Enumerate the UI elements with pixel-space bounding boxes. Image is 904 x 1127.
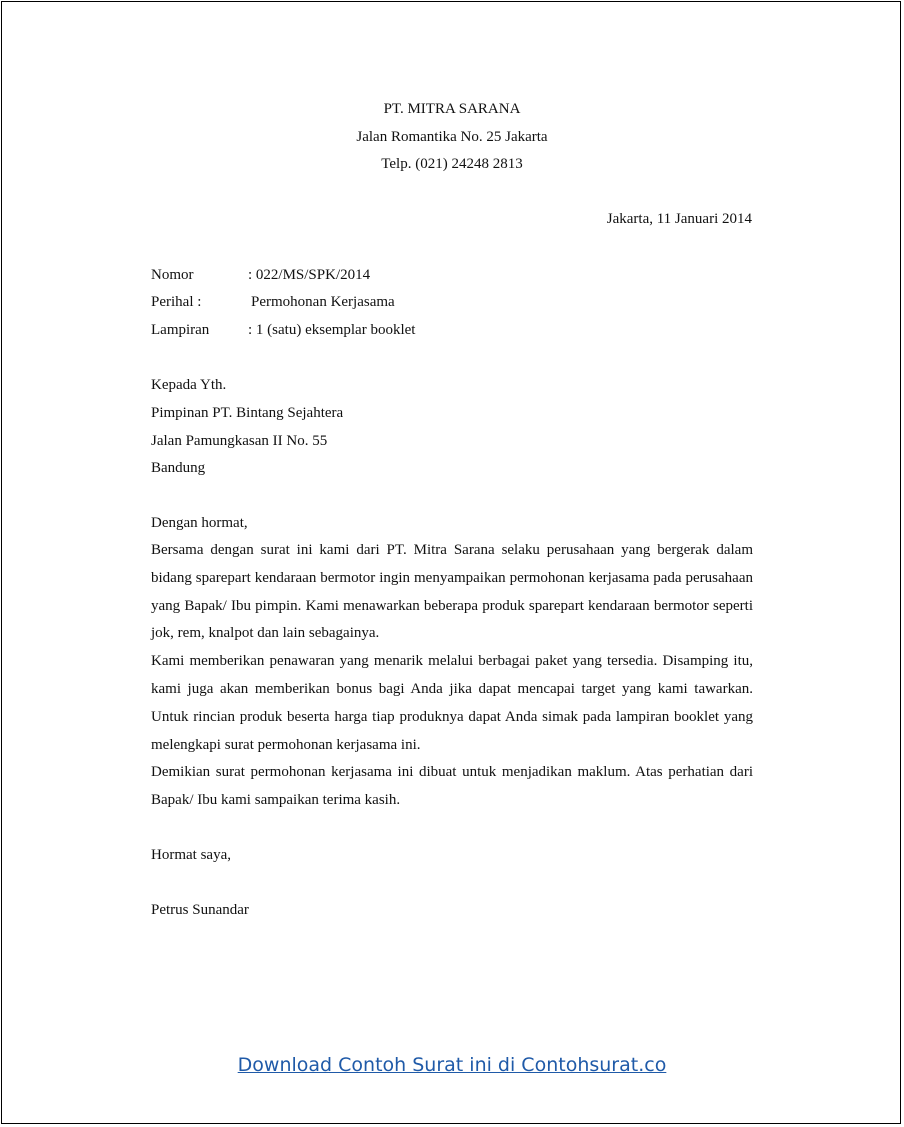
recipient-line-2: Pimpinan PT. Bintang Sejahtera [151,405,344,421]
perihal-value: Permohonan Kerjasama [251,294,395,310]
recipient-line-3: Jalan Pamungkasan II No. 55 [151,433,328,449]
salutation: Dengan hormat, [151,515,248,531]
signer-name: Petrus Sunandar [151,902,249,918]
letter-date: Jakarta, 11 Januari 2014 [606,211,752,227]
download-link[interactable]: Download Contoh Surat ini di Contohsurat.co [237,1054,667,1076]
body-paragraph-2: Kami memberikan penawaran yang menarik melalui berbagai paket yang tersedia. Disamping itu, kami juga akan memberikan bonus bagi Anda jika dapat mencapai target yang kami tawarkan. Untuk rincian produk beserta harga tiap produknya dapat Anda simak pada lampiran booklet yang melengkapi surat permohonan kerjasama ini. [151,653,753,753]
perihal-label: Perihal : [151,294,202,310]
letter-page [1,1,901,1124]
letter-body [151,537,753,815]
recipient-line-4: Bandung [151,460,206,476]
company-address: Jalan Romantika No. 25 Jakarta [356,129,548,145]
lampiran-label: Lampiran [151,322,210,338]
recipient-line-1: Kepada Yth. [151,377,227,393]
nomor-value: : 022/MS/SPK/2014 [248,267,371,283]
company-phone: Telp. (021) 24248 2813 [381,156,523,172]
closing-greeting: Hormat saya, [151,847,231,863]
body-paragraph-1: Bersama dengan surat ini kami dari PT. Mitra Sarana selaku perusahaan yang bergerak dalam bidang sparepart kendaraan bermotor ingin menyampaikan permohonan kerjasama pada perusahaan yang Bapak/ Ibu pimpin. Kami menawarkan beberapa produk sparepart kendaraan bermotor seperti jok, rem, knalpot dan lain sebagainya. [151,542,753,642]
body-paragraph-3: Demikian surat permohonan kerjasama ini dibuat untuk menjadikan maklum. Atas perhatian dari Bapak/ Ibu kami sampaikan terima kasih. [151,764,753,809]
company-name: PT. MITRA SARANA [383,101,521,117]
lampiran-value: : 1 (satu) eksemplar booklet [248,322,416,338]
nomor-label: Nomor [151,267,194,283]
